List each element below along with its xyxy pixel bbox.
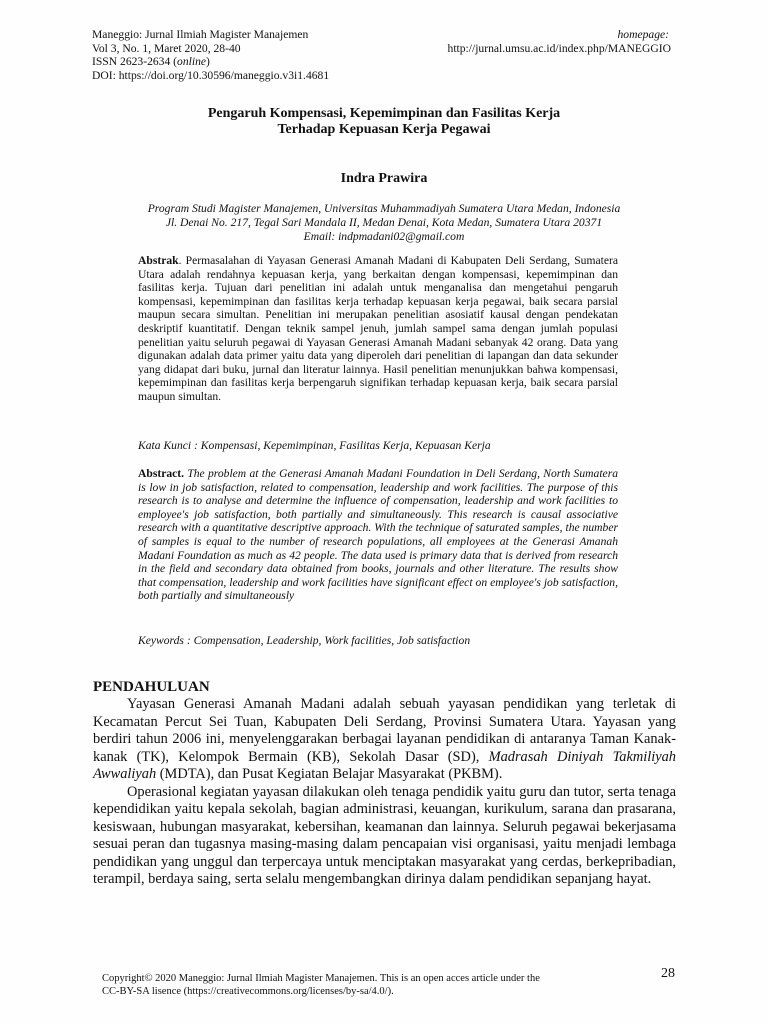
journal-issn xyxy=(92,55,329,69)
journal-header-left xyxy=(92,28,329,82)
abstract-english xyxy=(138,467,618,603)
homepage-url[interactable]: http://jurnal.umsu.ac.id/index.php/MANEGGIO xyxy=(447,41,671,55)
affiliation-line-2: Jl. Denai No. 217, Tegal Sari Mandala II, Medan Denai, Kota Medan, Sumatera Utara 20371 xyxy=(165,216,603,229)
section-heading: PENDAHULUAN xyxy=(93,679,210,695)
journal-name: Maneggio: Jurnal Ilmiah Magister Manajemen xyxy=(92,28,309,41)
paragraph-1-text-end: (MDTA), dan Pusat Kegiatan Belajar Masyarakat (PKBM). xyxy=(156,766,503,782)
journal-header-right xyxy=(448,28,671,55)
journal-volume: Vol 3, No. 1, Maret 2020, 28-40 xyxy=(92,41,241,55)
keywords-english: Keywords : Compensation, Leadership, Work facilities, Job satisfaction xyxy=(138,634,471,647)
copyright-footer xyxy=(102,972,540,998)
paragraph-1 xyxy=(93,696,676,784)
page-number: 28 xyxy=(661,966,675,981)
kata-kunci: Kata Kunci : Kompensasi, Kepemimpinan, Fasilitas Kerja, Kepuasan Kerja xyxy=(138,439,491,452)
issn-online: online xyxy=(177,55,207,69)
abstract-text: The problem at the Generasi Amanah Madani Foundation in Deli Serdang, North Sumatera is low in job satisfaction, related to compensation, leadership and work facilities. The purpose of this research is to analyse and determine the influence of compensation, leadership and work facilities to employee's job satisfaction, both partially and simultaneously. This research is causal associative research with a quantitative descriptive approach. With the technique of saturated samples, the number of samples is equal to the number of research populations, all employees at the Generasi Amanah Madani Foundation as much as 42 people. The data used is primary data that is derived from research in the field and secondary data obtained from books, journals and other literature. The results show that compensation, leadership and work facilities have significant effect on employee's job satisfaction, both partially and simultaneously xyxy=(138,467,618,603)
author-affiliation xyxy=(0,202,768,244)
journal-doi: DOI: https://doi.org/10.30596/maneggio.v3i1.4681 xyxy=(92,68,330,82)
abstrak-label: Abstrak xyxy=(138,254,179,267)
introduction-body xyxy=(93,696,676,889)
copyright-line-1: Copyright© 2020 Maneggio: Jurnal Ilmiah Magister Manajemen. This is an open acces article under the xyxy=(102,973,540,984)
affiliation-line-1: Program Studi Magister Manajemen, Universitas Muhammadiyah Sumatera Utara Medan, Indonesia xyxy=(147,202,621,215)
issn-text: ISSN 2623-2634 ( xyxy=(92,55,178,69)
issn-suffix: ) xyxy=(206,55,210,69)
copyright-line-2: CC-BY-SA lisence (https://creativecommons.org/licenses/by-sa/4.0/). xyxy=(102,986,394,997)
homepage-label: homepage: xyxy=(617,28,669,41)
title-line-2: Terhadap Kepuasan Kerja Pegawai xyxy=(277,122,491,137)
paper-title xyxy=(0,106,768,138)
author-email: Email: indpmadani02@gmail.com xyxy=(303,230,465,243)
title-line-1: Pengaruh Kompensasi, Kepemimpinan dan Fasilitas Kerja xyxy=(207,106,561,121)
paragraph-2: Operasional kegiatan yayasan dilakukan oleh tenaga pendidik yaitu guru dan tutor, serta tenaga kependidikan yaitu kepala sekolah, bagian administrasi, keuangan, kurikulum, sarana dan prasarana, kesiswaan, hubungan masyarakat, kebersihan, keamanan dan lainnya. Seluruh pegawai bekerjasama sesuai peran dan tugasnya masing-masing dalam pencapaian visi organisasi, yaitu menjadi lembaga pendidikan yang unggul dan terpercaya untuk menciptakan masyarakat yang cerdas, berkepribadian, terampil, berdaya saing, serta selalu mengembangkan dirinya dalam pendidikan sepanjang hayat. xyxy=(93,783,676,887)
paragraph-1-text: Yayasan Generasi Amanah Madani adalah sebuah yayasan pendidikan yang terletak di Kecamatan Percut Sei Tuan, Kabupaten Deli Serdang, Provinsi Sumatera Utara. Yayasan yang berdiri tahun 2006 ini, menyelenggarakan berbagai layanan pendidikan di antaranya Taman Kanak-kanak (TK), Kelompok Bermain (KB), Sekolah Dasar (SD), xyxy=(93,696,676,765)
abstrak-indonesian xyxy=(138,254,618,404)
author-name: Indra Prawira xyxy=(340,171,428,186)
paragraph-1-italic: Madrasah Diniyah Takmiliyah Awwaliyah xyxy=(93,748,677,782)
abstrak-text: . Permasalahan di Yayasan Generasi Amanah Madani di Kabupaten Deli Serdang, Sumatera Utara adalah rendahnya kepuasan kerja, yang berkaitan dengan kompensasi, kepemimpinan dan fasilitas kerja. Tujuan dari penelitian ini adalah untuk menganalisa dan mengetahui pengaruh kompensasi, kepemimpinan dan fasilitas kerja terhadap kepuasan kerja pegawai, baik secara parsial maupun secara simultan. Penelitian ini merupakan penelitian asosiatif kausal dengan pendekatan deskriptif kuantitatif. Dengan teknik sampel jenuh, jumlah sampel sama dengan jumlah populasi penelitian yaitu seluruh pegawai di Yayasan Generasi Amanah Madani sebanyak 42 orang. Data yang digunakan adalah data primer yaitu data yang diperoleh dari penelitian di lapangan dan data sekunder yang didapat dari buku, jurnal dan literatur lainnya. Hasil penelitian menunjukkan bahwa kompensasi, kepemimpinan dan fasilitas kerja berpengaruh signifikan terhadap kepuasan kerja, baik secara parsial maupun simultan. xyxy=(138,254,618,403)
abstract-label: Abstract. xyxy=(138,467,185,480)
